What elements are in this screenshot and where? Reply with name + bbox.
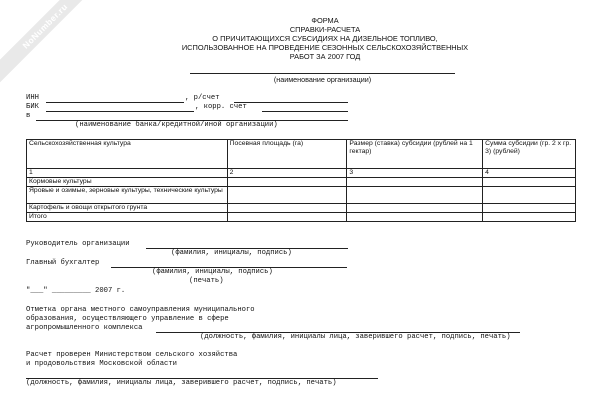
ministry-line-1: Расчет проверен Министерством сельского хозяйства <box>26 351 238 359</box>
rs-line <box>234 102 348 103</box>
ks-line <box>262 111 348 112</box>
column-number: 4 <box>483 169 576 178</box>
mark-line-3: агропромышленного комплекса <box>26 324 143 332</box>
title-line: СПРАВКИ-РАСЧЕТА <box>289 25 361 34</box>
table-row-total <box>27 213 576 222</box>
ministry-caption: (должность, фамилия, инициалы лица, заверившего расчет, подпись, печать) <box>26 379 337 387</box>
total-label-cell: Итого <box>27 213 228 222</box>
bank-caption: (наименование банка/кредитной/иной организации) <box>75 121 278 129</box>
accountant-caption: (фамилия, инициалы, подпись) <box>152 268 273 276</box>
header-cell: Сельскохозяйственная культура <box>27 140 228 169</box>
stamp-caption: (печать) <box>189 277 224 285</box>
mark-caption: (должность, фамилия, инициалы лица, заверившего расчет, подпись, печать) <box>200 333 511 341</box>
subsidy-table <box>26 139 576 222</box>
bik-label: БИК <box>26 103 39 111</box>
ministry-line-2: и продовольствия Московской области <box>26 360 177 368</box>
ks-label: , корр. счет <box>195 103 247 111</box>
date-field[interactable]: "___" _________ 2007 г. <box>26 287 126 295</box>
header-cell: Сумма субсидии (гр. 2 х гр. 3) (рублей) <box>483 140 576 169</box>
bik-line <box>46 111 194 112</box>
mark-line-2: образования, осуществляющего управление в сфере <box>26 315 229 323</box>
column-number: 2 <box>227 169 347 178</box>
inn-line <box>46 102 184 103</box>
area-cell[interactable] <box>227 204 347 213</box>
sum-cell[interactable] <box>483 213 576 222</box>
mark-line-1: Отметка органа местного самоуправления муниципального <box>26 306 255 314</box>
table-row <box>27 178 576 187</box>
sum-cell[interactable] <box>483 187 576 204</box>
header-cell: Размер (ставка) субсидии (рублей на 1 гектар) <box>347 140 483 169</box>
inn-label: ИНН <box>26 94 39 102</box>
document-title <box>140 16 510 61</box>
watermark-text: NoNumber.ru <box>20 1 70 51</box>
rate-cell[interactable] <box>347 213 483 222</box>
crop-cell: Яровые и озимые, зерновые культуры, технические культуры <box>27 187 228 204</box>
watermark-ribbon <box>0 0 104 85</box>
area-cell[interactable] <box>227 178 347 187</box>
head-caption: (фамилия, инициалы, подпись) <box>171 249 292 257</box>
title-line: ФОРМА <box>311 16 339 25</box>
rate-cell[interactable] <box>347 178 483 187</box>
rate-cell[interactable] <box>347 187 483 204</box>
column-number: 3 <box>347 169 483 178</box>
header-cell: Посевная площадь (га) <box>227 140 347 169</box>
column-number-row <box>27 169 576 178</box>
rate-cell[interactable] <box>347 204 483 213</box>
table-row <box>27 187 576 204</box>
organization-caption: (наименование организации) <box>273 75 372 84</box>
table-header-row <box>27 140 576 169</box>
title-line: РАБОТ ЗА 2007 ГОД <box>289 52 361 61</box>
organization-name-line <box>190 73 455 74</box>
head-label: Руководитель организации <box>26 240 130 248</box>
area-cell[interactable] <box>227 213 347 222</box>
title-line: О ПРИЧИТАЮЩИХСЯ СУБСИДИЯХ НА ДИЗЕЛЬНОЕ ТОПЛИВО, <box>212 34 438 43</box>
column-number: 1 <box>27 169 228 178</box>
bank-v-label: в <box>26 112 31 120</box>
rs-label: , р/счет <box>185 94 220 102</box>
sum-cell[interactable] <box>483 178 576 187</box>
sum-cell[interactable] <box>483 204 576 213</box>
crop-cell: Кормовые культуры <box>27 178 228 187</box>
accountant-label: Главный бухгалтер <box>26 259 100 267</box>
crop-cell: Картофель и овощи открытого грунта <box>27 204 228 213</box>
area-cell[interactable] <box>227 187 347 204</box>
table-row <box>27 204 576 213</box>
title-line: ИСПОЛЬЗОВАННОЕ НА ПРОВЕДЕНИЕ СЕЗОННЫХ СЕЛЬСКОХОЗЯЙСТВЕННЫХ <box>181 43 469 52</box>
